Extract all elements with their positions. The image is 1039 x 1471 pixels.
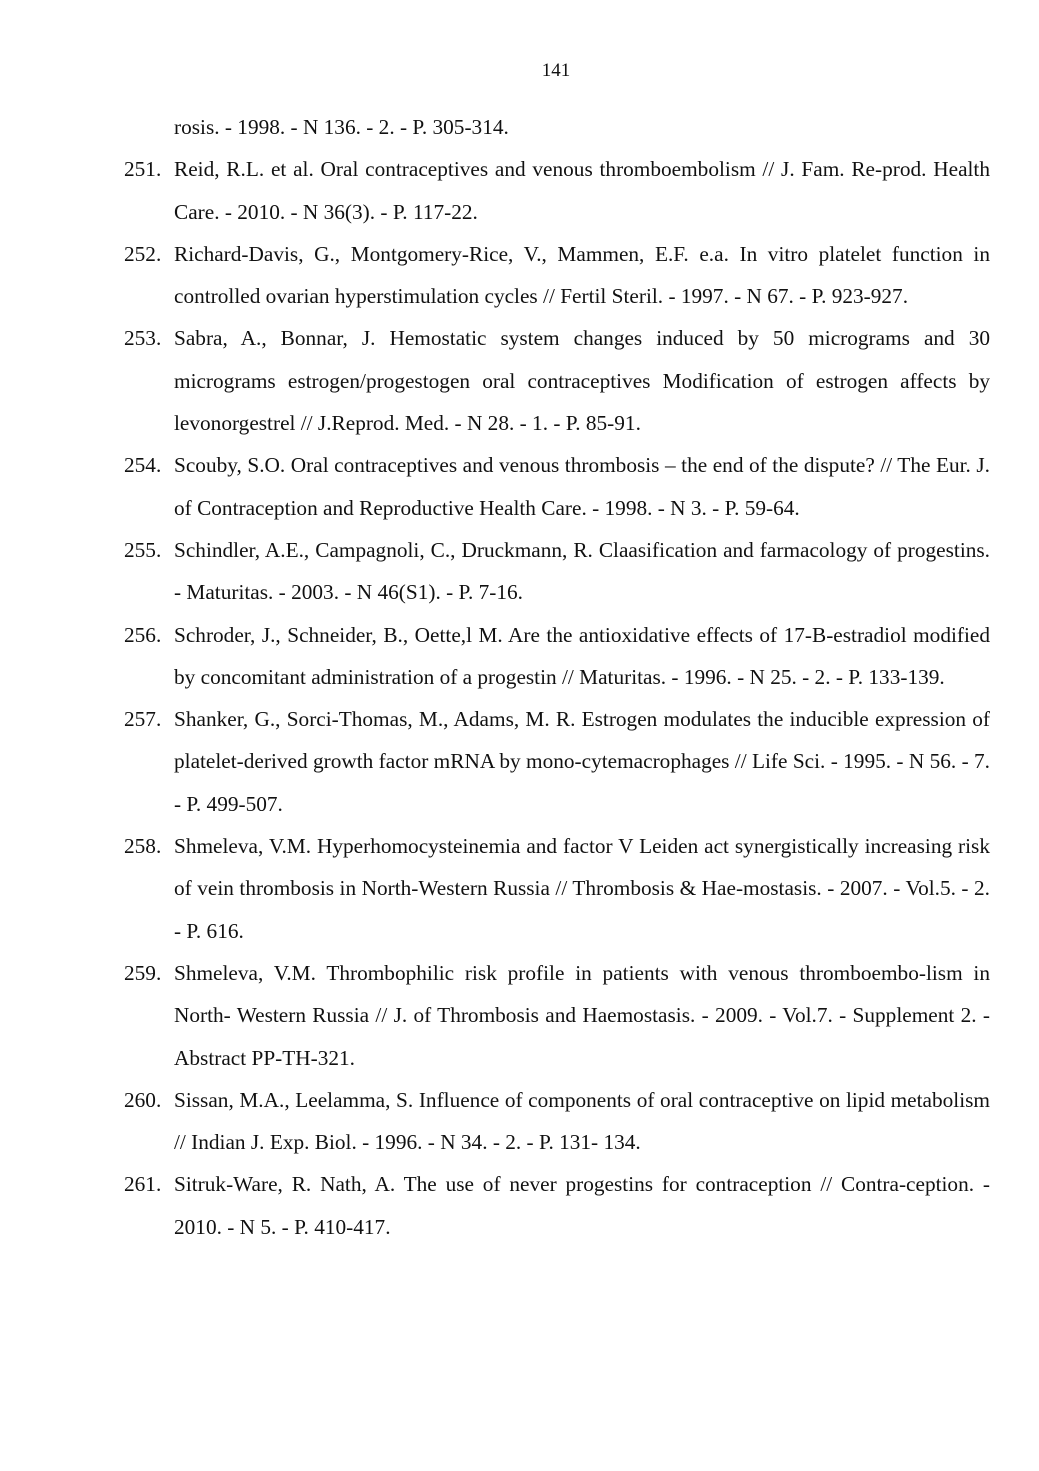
reference-number: 261.	[124, 1172, 162, 1197]
reference-text: Richard-Davis, G., Montgomery-Rice, V., Mammen, E.F. e.a. In vitro platelet function in controlled ovarian hyperstimulation cycles // Fertil Steril. - 1997. - N 67. - P. 923-927.	[174, 241, 990, 309]
reference-text: Shmeleva, V.M. Hyperhomocysteinemia and factor V Leiden act synergistically increasing risk of vein thrombosis in North-Western Russia // Thrombosis & Hae-mostasis. - 2007. - Vol.5. - 2. - P. 616.	[174, 834, 990, 943]
reference-text: Shmeleva, V.M. Thrombophilic risk profile in patients with venous thromboembo-lism in North- Western Russia // J. of Thrombosis and Haemostasis. - 2009. - Vol.7. - Supplement 2. - Abstract PP-TH-321.	[174, 960, 990, 1070]
reference-number: 253.	[124, 326, 162, 351]
reference-text: Scouby, S.O. Oral contraceptives and venous thrombosis – the end of the dispute? // The Eur. J. of Contraception and Reproductive Health Care. - 1998. - N 3. - P. 59-64.	[174, 453, 990, 520]
reference-number: 251.	[124, 157, 162, 182]
reference-number: 258.	[124, 834, 162, 859]
reference-number: 255.	[124, 537, 162, 562]
reference-text: Sabra, A., Bonnar, J. Hemostatic system changes induced by 50 micrograms and 30 micrograms estrogen/progestogen oral contraceptives Modification of estrogen affects by levonorgestrel // J.Reprod. Med. - N 28. - 1. - P. 85-91.	[174, 326, 990, 436]
reference-entry-258	[124, 825, 990, 952]
reference-text: Sitruk-Ware, R. Nath, A. The use of never progestins for contraception // Contra-ception. - 2010. - N 5. - P. 410-417.	[174, 1172, 990, 1239]
reference-text: Reid, R.L. et al. Oral contraceptives and venous thromboembolism // J. Fam. Re-prod. Health Care. - 2010. - N 36(3). - P. 117-22.	[174, 157, 990, 224]
reference-number: 254.	[124, 453, 162, 478]
page-number: 141	[541, 60, 571, 81]
reference-text: Schindler, A.E., Campagnoli, C., Druckmann, R. Claasification and farmacology of progestins. - Maturitas. - 2003. - N 46(S1). - P. 7-16.	[174, 537, 990, 605]
reference-entry-259	[124, 952, 990, 1079]
reference-number: 252.	[124, 241, 162, 266]
reference-text: Schroder, J., Schneider, B., Oette,l M. Are the antioxidative effects of 17-B-estradiol modified by concomitant administration of a progestin // Maturitas. - 1996. - N 25. - 2. - P. 133-139.	[174, 622, 990, 689]
reference-entry-256	[124, 614, 990, 699]
reference-entry-257	[124, 698, 990, 825]
reference-number: 256.	[124, 622, 162, 647]
reference-entry-254	[124, 444, 990, 529]
reference-entry-255	[124, 529, 990, 614]
reference-continuation: rosis. - 1998. - N 136. - 2. - P. 305-314.	[174, 115, 509, 139]
reference-entry-253	[124, 317, 990, 444]
reference-list	[124, 106, 990, 1248]
reference-entry-261	[124, 1163, 990, 1248]
reference-text: Sissan, M.A., Leelamma, S. Influence of components of oral contraceptive on lipid metabolism // Indian J. Exp. Biol. - 1996. - N 34. - 2. - P. 131- 134.	[174, 1087, 990, 1155]
reference-number: 260.	[124, 1087, 162, 1112]
reference-number: 259.	[124, 960, 162, 985]
reference-entry-251	[124, 148, 990, 233]
reference-entry-252	[124, 233, 990, 318]
reference-text: Shanker, G., Sorci-Thomas, M., Adams, M. R. Estrogen modulates the inducible expression of platelet-derived growth factor mRNA by mono-cytemacrophages // Life Sci. - 1995. - N 56. - 7. - P. 499-507.	[174, 707, 990, 816]
reference-entry-260	[124, 1079, 990, 1164]
reference-number: 257.	[124, 707, 162, 732]
